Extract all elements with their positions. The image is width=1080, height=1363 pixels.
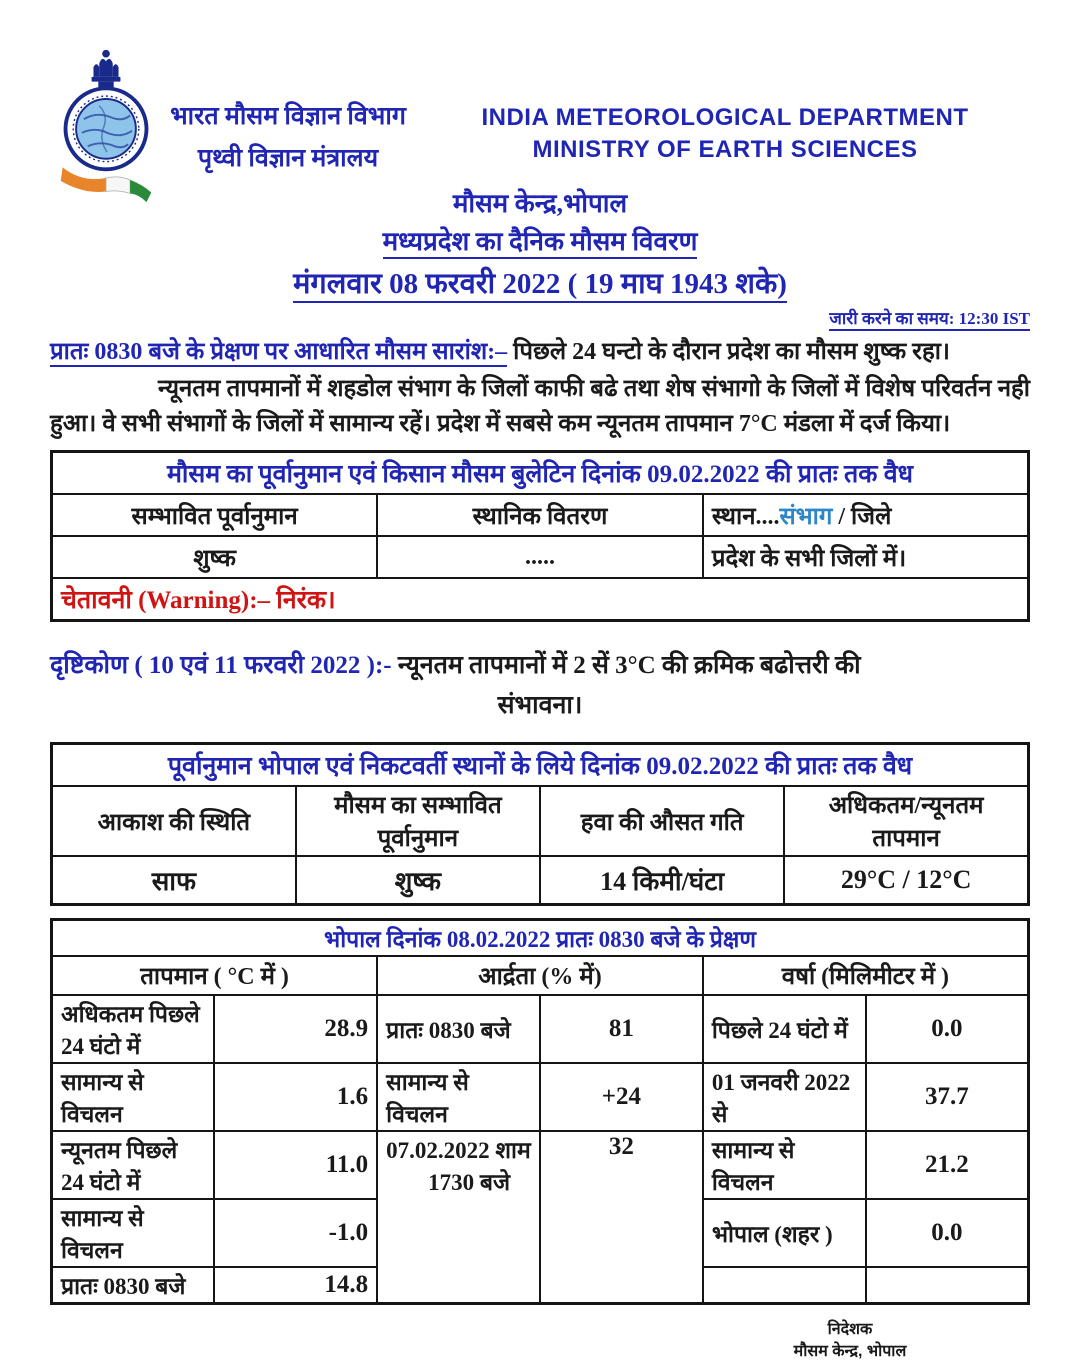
bhopal-caption: पूर्वानुमान भोपाल एवं निकटवर्ती स्थानों के लिये दिनांक 09.02.2022 की प्रातः तक वैध (52, 744, 1029, 787)
temp-label-1: अधिकतम पिछले 24 घंटो में (52, 995, 215, 1063)
forecast-col1-header: सम्भावित पूर्वानुमान (52, 494, 378, 536)
outlook-line1 (50, 646, 1030, 686)
bulletin-content (50, 186, 1030, 1363)
group-header-rain: वर्षा (मिलिमीटर में ) (703, 956, 1029, 995)
humidity-label-3-line2: 1730 बजे (428, 1170, 511, 1195)
imd-emblem-icon (53, 44, 159, 206)
bhopal-value-temp: 29°C / 12°C (784, 856, 1028, 905)
rain-value-2: 37.7 (866, 1063, 1029, 1131)
issue-time-line (50, 308, 1030, 331)
bhopal-header-sky: आकाश की स्थिति (52, 786, 296, 856)
observation-row-3 (52, 1131, 1029, 1199)
observation-row-1 (52, 995, 1029, 1063)
signature-title: निदेशक (827, 1321, 873, 1338)
bhopal-forecast-table (50, 742, 1030, 906)
bhopal-caption-row (52, 744, 1029, 787)
bhopal-value-wind: 14 किमी/घंटा (540, 856, 784, 905)
rain-label-4: भोपाल (शहर ) (703, 1199, 866, 1267)
rain-label-2: 01 जनवरी 2022 से (703, 1063, 866, 1131)
summary-text: पिछले 24 घन्टो के दौरान प्रदेश का मौसम शुष्क रहा। (507, 339, 951, 365)
rain-value-1: 0.0 (866, 995, 1029, 1063)
forecast-value-2: ..... (377, 536, 703, 578)
temp-value-3: 11.0 (214, 1131, 377, 1199)
bhopal-header-temp: अधिकतम/न्यूनतम तापमान (784, 786, 1028, 856)
outlook-lead: दृष्टिकोण ( 10 एवं 11 फरवरी 2022 ):- (50, 652, 392, 679)
forecast-col2-header: स्थानिक वितरण (377, 494, 703, 536)
forecast-value-row (52, 536, 1029, 578)
col3-suffix: / जिले (832, 503, 892, 530)
signature-block (730, 1319, 970, 1363)
forecast-caption: मौसम का पूर्वानुमान एवं किसान मौसम बुलेटिन दिनांक 09.02.2022 की प्रातः तक वैध (52, 452, 1029, 495)
bhopal-header-wind: हवा की औसत गति (540, 786, 784, 856)
forecast-caption-row (52, 452, 1029, 495)
forecast-header-row (52, 494, 1029, 536)
emblem-crown (92, 50, 121, 88)
summary2-bold: सबसे कम न्यूनतम तापमान 7°C मंडला (506, 411, 834, 437)
humidity-label-2: सामान्य से विचलन (377, 1063, 540, 1131)
summary2-part1: न्यूनतम तापमानों में शहडोल संभाग के जिलों काफी बढे तथा शेष संभागो के जिलों में विशेष परिवर्तन नही हुआ। वे सभी संभागों के जिलों में सामान्य रहें। प्रदेश में (50, 376, 1030, 437)
temp-label-2: सामान्य से विचलन (52, 1063, 215, 1131)
temp-label-4: सामान्य से विचलन (52, 1199, 215, 1267)
outlook-line2: संभावना। (497, 692, 583, 719)
humidity-value-1: 81 (540, 995, 703, 1063)
warning-row (52, 578, 1029, 621)
observation-caption-row (52, 920, 1029, 957)
temp-value-1: 28.9 (214, 995, 377, 1063)
summary-lead: प्रातः 0830 बजे के प्रेक्षण पर आधारित मौसम सारांश:– (50, 339, 508, 365)
date-line-text: मंगलवार 08 फरवरी 2022 ( 19 माघ 1943 शके) (293, 268, 787, 303)
humidity-label-1: प्रातः 0830 बजे (377, 995, 540, 1063)
bulletin-title-text: मध्यप्रदेश का दैनिक मौसम विवरण (383, 227, 698, 259)
outlook-text1: न्यूनतम तापमानों में 2 सें 3°C की क्रमिक बढोत्तरी की (391, 652, 861, 679)
dept-hindi-line1: भारत मौसम विज्ञान विभाग (170, 103, 406, 130)
rain-value-5 (866, 1267, 1029, 1304)
issue-time-text: जारी करने का समय: 12:30 IST (829, 309, 1030, 331)
rain-label-3: सामान्य से विचलन (703, 1131, 866, 1199)
bhopal-header-forecast: मौसम का सम्भावित पूर्वानुमान (296, 786, 540, 856)
summary2-part2: में दर्ज किया। (833, 411, 951, 437)
rain-label-5 (703, 1267, 866, 1304)
rain-value-3: 21.2 (866, 1131, 1029, 1199)
signature-office: मौसम केन्द्र, भोपाल (793, 1343, 907, 1360)
temp-label-3: न्यूनतम पिछले 24 घंटो में (52, 1131, 215, 1199)
bhopal-value-sky: साफ (52, 856, 296, 905)
temp-value-2: 1.6 (214, 1063, 377, 1131)
humidity-label-3 (377, 1131, 540, 1304)
date-line (50, 262, 1030, 306)
humidity-value-2: +24 (540, 1063, 703, 1131)
office-title: मौसम केन्द्र,भोपाल (452, 189, 628, 218)
temp-label-5: प्रातः 0830 बजे (52, 1267, 215, 1304)
summary-paragraph (50, 335, 1030, 370)
temp-value-5: 14.8 (214, 1267, 377, 1304)
dept-english-line1: INDIA METEOROLOGICAL DEPARTMENT (481, 104, 969, 131)
group-header-humidity: आर्द्रता (% में) (377, 956, 703, 995)
col3-prefix: स्थान.... (711, 503, 780, 530)
department-name-hindi (168, 96, 408, 180)
forecast-value-3: प्रदेश के सभी जिलों में। (703, 536, 1029, 578)
forecast-value-1: शुष्क (52, 536, 378, 578)
forecast-table (50, 450, 1030, 622)
observation-group-header-row (52, 956, 1029, 995)
summary-paragraph-2 (50, 372, 1030, 442)
forecast-col3-header (703, 494, 1029, 536)
dept-english-line2: MINISTRY OF EARTH SCIENCES (532, 136, 918, 163)
bhopal-header-row (52, 786, 1029, 856)
group-header-temperature: तापमान ( °C में ) (52, 956, 378, 995)
col3-highlight: संभाग (779, 503, 833, 530)
humidity-label-3-line1: 07.02.2022 शाम (386, 1138, 531, 1163)
bhopal-value-forecast: शुष्क (296, 856, 540, 905)
warning-text: चेतावनी (Warning):– निरंक। (52, 578, 1029, 621)
outlook-section (50, 646, 1030, 726)
humidity-value-3: 32 (540, 1131, 703, 1304)
bulletin-title (50, 222, 1030, 262)
rain-label-1: पिछले 24 घंटो में (703, 995, 866, 1063)
observation-row-2 (52, 1063, 1029, 1131)
observation-table (50, 918, 1030, 1305)
dept-hindi-line2: पृथ्वी विज्ञान मंत्रालय (197, 145, 379, 172)
temp-value-4: -1.0 (214, 1199, 377, 1267)
department-name-english (420, 102, 1030, 166)
bhopal-value-row (52, 856, 1029, 905)
observation-caption: भोपाल दिनांक 08.02.2022 प्रातः 0830 बजे के प्रेक्षण (52, 920, 1029, 957)
rain-value-4: 0.0 (866, 1199, 1029, 1267)
